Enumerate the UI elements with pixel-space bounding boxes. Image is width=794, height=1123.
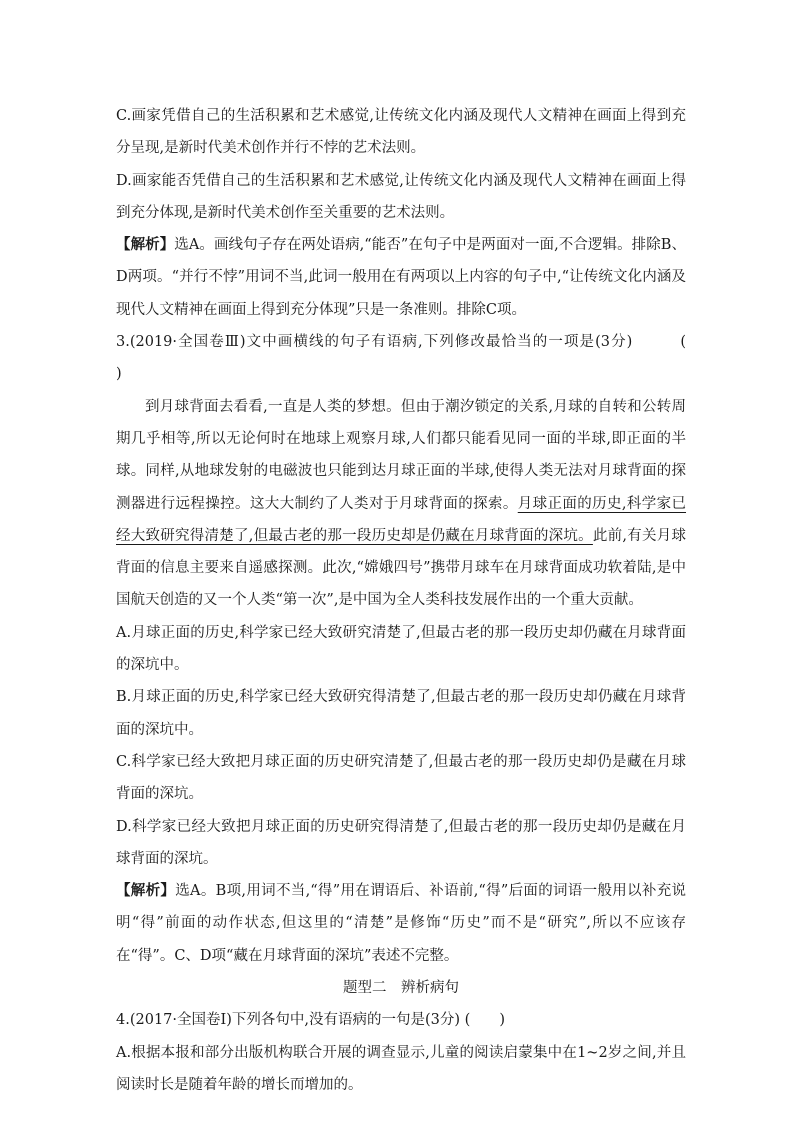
answer-bracket: ( ) [116, 334, 715, 383]
q4-stem [116, 1004, 686, 1036]
q3-option-d: D.科学家已经大致把月球正面的历史研究得清楚了,但最古老的那一段历史却仍是藏在月球背面的深坑。 [116, 818, 686, 867]
q3-option-a: A.月球正面的历史,科学家已经大致研究清楚了,但最古老的那一段历史却仍藏在月球背面的深坑中。 [116, 624, 686, 674]
q2-analysis [116, 229, 686, 326]
analysis-text: 选A。画线句子存在两处语病,“能否”在句子中是两面对一面,不合逻辑。排除B、D两项。“并行不悖”用词不当,此词一般用在有两项以上内容的句子中,“让传统文化内涵及现代人文精神在画面上得到充分体现”只是一条准则。排除C项。 [116, 237, 687, 318]
section-title: 题型二 辨析病句 [343, 980, 459, 997]
analysis-tag: 【解析】 [116, 882, 176, 900]
passage-underlined-sentence: 月球正面的历史,科学家已经大致研究得清楚了,但最古老的那一段历史却是仍藏在月球背面的深坑。 [116, 495, 687, 544]
q3-option-c: C.科学家已经大致把月球正面的历史研究清楚了,但最古老的那一段历史却仍是藏在月球背面的深坑。 [116, 753, 686, 803]
q2-option-c: C.画家凭借自己的生活积累和艺术感觉,让传统文化内涵及现代人文精神在画面上得到充分呈现,是新时代美术创作并行不悖的艺术法则。 [116, 108, 686, 157]
answer-bracket: ( ) [464, 1012, 505, 1029]
q3-analysis [116, 875, 686, 972]
analysis-tag: 【解析】 [116, 236, 175, 254]
q3-stem [116, 326, 715, 391]
question-stem-text: 3.(2019·全国卷Ⅲ)文中画横线的句子有语病,下列修改最恰当的一项是(3分) [116, 334, 633, 351]
q3-passage [116, 391, 686, 617]
q2-option-d: D.画家能否凭借自己的生活积累和艺术感觉,让传统文化内涵及现代人文精神在画面上得到充分体现,是新时代美术创作至关重要的艺术法则。 [116, 172, 686, 221]
q4-option-a: A.根据本报和部分出版机构联合开展的调查显示,儿童的阅读启蒙集中在1~2岁之间,并且阅读时长是随着年龄的增长而增加的。 [116, 1044, 686, 1093]
q3-option-b: B.月球正面的历史,科学家已经大致研究得清楚了,但最古老的那一段历史却仍藏在月球背面的深坑中。 [116, 689, 686, 738]
analysis-text: 选A。B项,用词不当,“得”用在谓语后、补语前,“得”后面的词语一般用以补充说明“得”前面的动作状态,但这里的“清楚”是修饰“历史”而不是“研究”,所以不应该存在“得”。C、D项“藏在月球背面的深坑”表述不完整。 [116, 883, 687, 964]
question-stem-text: 4.(2017·全国卷Ⅰ)下列各句中,没有语病的一句是(3分) [116, 1012, 461, 1029]
passage-before: 到月球背面去看看,一直是人类的梦想。但由于潮汐锁定的关系,月球的自转和公转周期几乎相等,所以无论何时在地球上观察月球,人们都只能看见同一面的半球,即正面的半球。同样,从地球发射的电磁波也只能到达月球正面的半球,使得人类无法对月球背面的探测器进行远程操控。这大大制约了人类对于月球背面的探索。 [116, 398, 686, 512]
passage-after: 此前,有关月球背面的信息主要来自遥感探测。此次,“嫦娥四号”携带月球车在月球背面成功软着陆,是中国航天创造的又一个人类“第一次”,是中国为全人类科技发展作出的一个重大贡献。 [116, 527, 687, 609]
document-page [116, 100, 715, 1101]
